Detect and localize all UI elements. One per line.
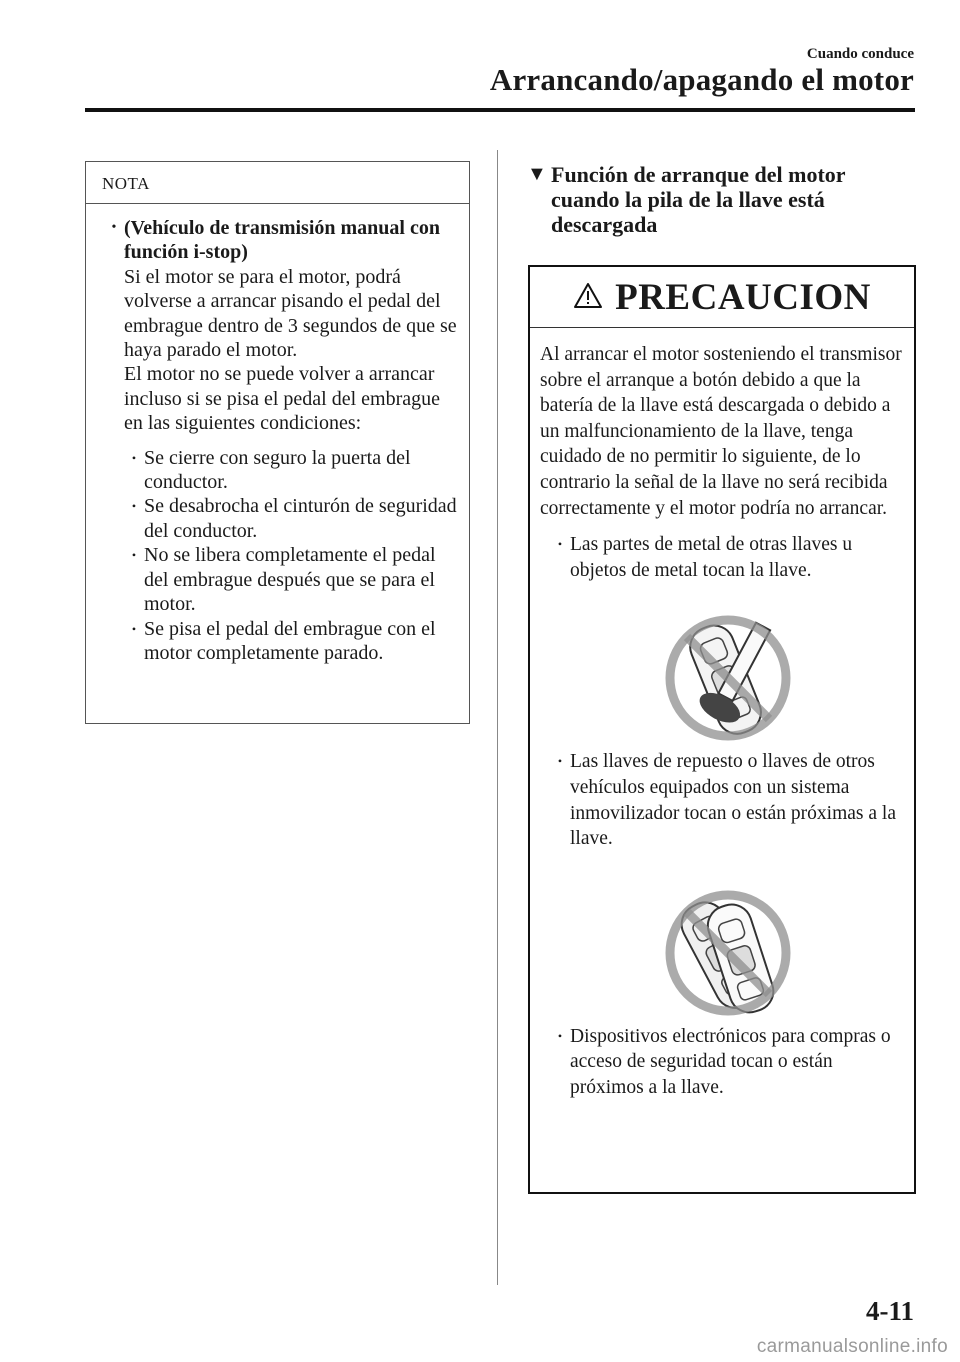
nota-label: NOTA [86, 162, 469, 204]
bullet-icon: • [131, 499, 137, 514]
precaution-box [528, 265, 916, 1194]
precaution-item-text: Dispositivos electrónicos para compras o acceso de seguridad tocan o están próximos a la llave. [570, 1025, 891, 1098]
bullet-icon: • [131, 621, 137, 636]
list-item [550, 1024, 906, 1101]
bullet-icon: • [557, 1028, 563, 1043]
triangle-marker-icon: ▼ [527, 163, 547, 185]
list-item [550, 749, 906, 851]
nota-conditions-list [124, 446, 459, 666]
section-heading-text: Función de arranque del motor cuando la pila de la llave está descargada [551, 162, 846, 237]
nota-body [86, 204, 469, 665]
bullet-icon: • [131, 548, 137, 563]
precaution-item-text: Las llaves de repuesto o llaves de otros vehículos equipados con un sistema inmovilizador tocan o están próximas a la llave. [570, 751, 896, 850]
precaution-body [530, 328, 914, 1101]
page-title: Arrancando/apagando el motor [489, 62, 914, 97]
bullet-icon: • [557, 537, 563, 552]
bullet-icon: • [131, 450, 137, 465]
footer-watermark: carmanualsonline.info [756, 1336, 948, 1357]
condition-text: Se desabrocha el cinturón de seguridad del conductor. [144, 495, 457, 542]
bullet-icon: • [111, 220, 117, 235]
list-item [124, 617, 459, 666]
condition-text: No se libera completamente el pedal del embrague después que se para el motor. [144, 544, 436, 616]
precaution-item-text: Las partes de metal de otras llaves u objetos de metal tocan la llave. [570, 534, 853, 581]
list-item [124, 543, 459, 616]
nota-item [104, 216, 459, 665]
precaution-intro: Al arrancar el motor sosteniendo el transmisor sobre el arranque a botón debido a que la batería de la llave está descargada o debido a un malfuncionamiento de la llave, tenga cuidado de no permitir lo siguiente, de lo contrario la señal de la llave no será recibida correctamente y el motor podría no arrancar. [540, 344, 902, 519]
key-with-metal-key-prohibited-icon [550, 613, 906, 743]
two-keys-together-prohibited-icon [550, 888, 906, 1018]
precaution-title: PRECAUCION [615, 276, 871, 318]
header-section-label: Cuando conduce [806, 46, 914, 62]
nota-paragraph-2: El motor no se puede volver a arrancar incluso si se pisa el pedal del embrague en las siguientes condiciones: [124, 363, 441, 435]
condition-text: Se cierre con seguro la puerta del conductor. [144, 446, 411, 494]
list-item [124, 446, 459, 495]
column-divider [497, 150, 498, 1285]
precaution-header [530, 267, 914, 328]
precaution-list [540, 532, 906, 1100]
list-item [124, 494, 459, 543]
section-heading [527, 162, 912, 237]
list-item [550, 532, 906, 583]
condition-text: Se pisa el pedal del embrague con el motor completamente parado. [144, 617, 436, 664]
header-rule [85, 108, 915, 112]
page-number: 4-11 [865, 1296, 914, 1326]
warning-triangle-icon [573, 282, 603, 309]
bullet-icon: • [557, 754, 563, 769]
nota-paragraph-1: Si el motor se para el motor, podrá volverse a arrancar pisando el pedal del embrague dentro de 3 segundos de que se haya parado el motor. [124, 265, 457, 362]
nota-box [85, 161, 470, 724]
nota-item-title: (Vehículo de transmisión manual con función i-stop) [124, 217, 440, 264]
